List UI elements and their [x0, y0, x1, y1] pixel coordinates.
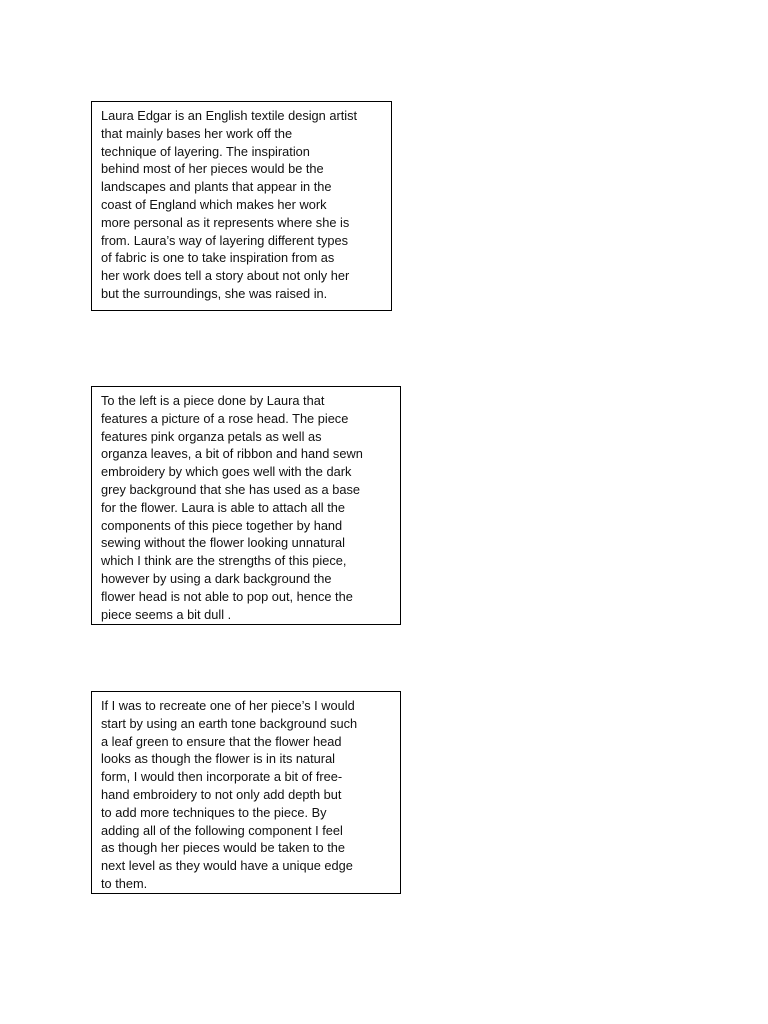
text-line: technique of layering. The inspiration [101, 143, 310, 159]
text-line: that mainly bases her work off the [101, 125, 293, 141]
text-box-rose-piece-analysis [91, 386, 401, 625]
text-line: a leaf green to ensure that the flower head [101, 733, 342, 749]
text-line: from. Laura’s way of layering different types [101, 232, 349, 248]
text-line: more personal as it represents where she is [101, 214, 350, 230]
text-line: next level as they would have a unique edge [101, 858, 353, 874]
text-line: grey background that she has used as a base [101, 481, 360, 497]
text-line: behind most of her pieces would be the [101, 161, 324, 177]
text-line: components of this piece together by hand [101, 517, 343, 533]
text-line: adding all of the following component I feel [101, 822, 343, 838]
text-line: piece seems a bit dull . [101, 606, 232, 622]
text-line: flower head is not able to pop out, hence the [101, 588, 353, 604]
text-line: which I think are the strengths of this piece, [101, 553, 347, 569]
text-line: sewing without the flower looking unnatural [101, 535, 345, 551]
text-line: Laura Edgar is an English textile design artist [101, 108, 358, 123]
text-line: as though her pieces would be taken to the [101, 840, 346, 856]
text-line: organza leaves, a bit of ribbon and hand sewn [101, 446, 363, 462]
text-line: coast of England which makes her work [101, 196, 327, 212]
text-line: looks as though the flower is in its natural [101, 751, 336, 767]
text-line: form, I would then incorporate a bit of free- [101, 769, 343, 785]
text-line: hand embroidery to not only add depth but [101, 786, 342, 802]
text-box-recreation-plan [91, 691, 401, 894]
text-line: embroidery by which goes well with the dark [101, 464, 352, 480]
text-line: of fabric is one to take inspiration from as [101, 250, 335, 266]
text-line: to them. [101, 875, 148, 891]
text-line: to add more techniques to the piece. By [101, 804, 327, 820]
text-line: If I was to recreate one of her piece’s I would [101, 698, 355, 713]
text-box-laura-edgar-intro [91, 101, 392, 311]
text-line: start by using an earth tone background such [101, 715, 358, 731]
text-line: but the surroundings, she was raised in. [101, 285, 328, 301]
text-line: her work does tell a story about not only her [101, 268, 350, 284]
text-line: landscapes and plants that appear in the [101, 179, 332, 195]
text-line: To the left is a piece done by Laura that [101, 393, 325, 408]
text-line: features a picture of a rose head. The piece [101, 410, 349, 426]
text-line: for the flower. Laura is able to attach all the [101, 499, 345, 515]
text-line: features pink organza petals as well as [101, 428, 322, 444]
text-line: however by using a dark background the [101, 570, 332, 586]
